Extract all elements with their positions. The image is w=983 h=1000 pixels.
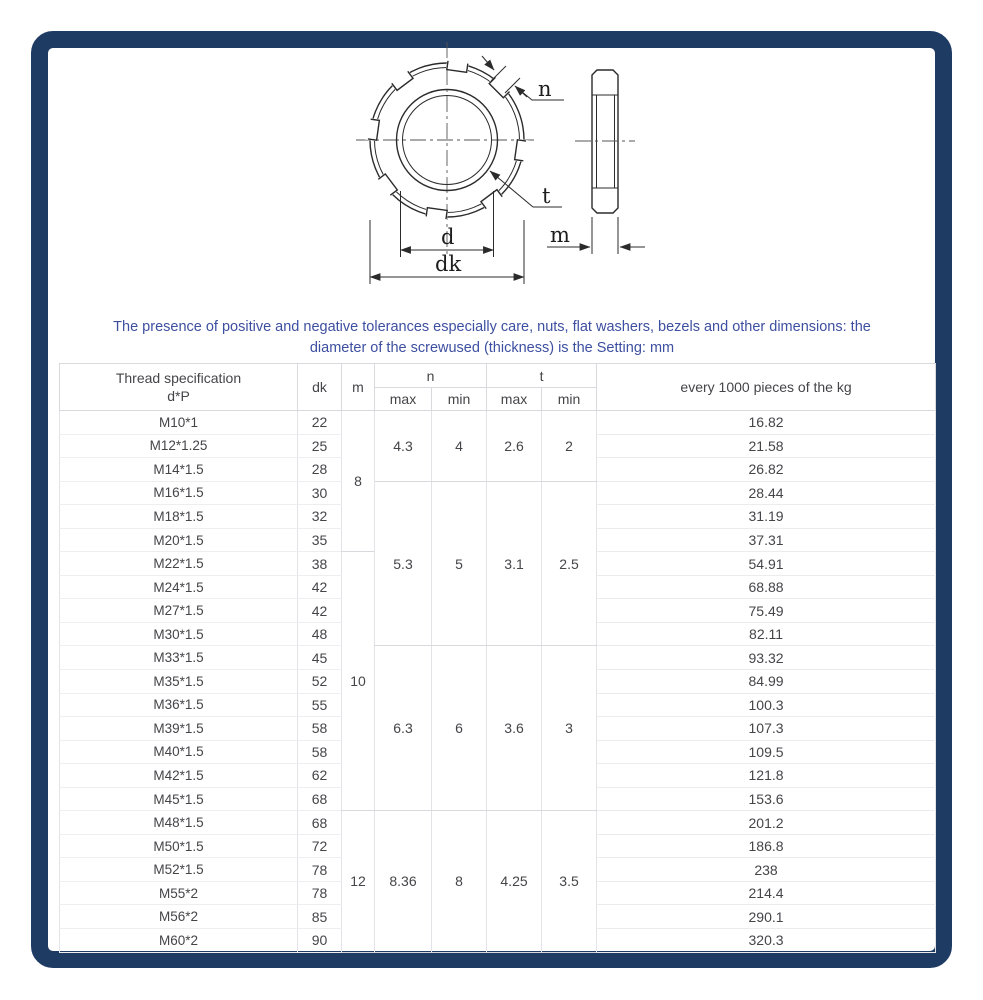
- t-max-cell: 4.25: [487, 811, 542, 952]
- kg-cell: 28.44: [597, 481, 936, 505]
- dk-cell: 28: [298, 458, 342, 482]
- label-n: n: [538, 77, 552, 101]
- description-note: [62, 317, 922, 359]
- t-min-cell: 3.5: [542, 811, 597, 952]
- spec-table-body: [60, 411, 936, 953]
- kg-cell: 84.99: [597, 670, 936, 694]
- spec-cell: M52*1.5: [60, 858, 298, 882]
- col-header-dk: dk: [298, 364, 342, 411]
- spec-cell: M35*1.5: [60, 670, 298, 694]
- spec-cell: M33*1.5: [60, 646, 298, 670]
- table-row: [60, 411, 936, 435]
- dk-cell: 25: [298, 434, 342, 458]
- dk-cell: 35: [298, 528, 342, 552]
- spec-cell: M56*2: [60, 905, 298, 929]
- spec-cell: M60*2: [60, 929, 298, 953]
- n-max-cell: 6.3: [375, 646, 432, 811]
- kg-cell: 201.2: [597, 811, 936, 835]
- m-cell: 10: [342, 552, 375, 811]
- t-max-cell: 3.6: [487, 646, 542, 811]
- spec-cell: M36*1.5: [60, 693, 298, 717]
- kg-cell: 37.31: [597, 528, 936, 552]
- note-line-2: diameter of the screwused (thickness) is the Setting: mm: [309, 340, 675, 356]
- table-row: [60, 646, 936, 670]
- col-header-n: n: [375, 364, 487, 388]
- spec-cell: M10*1: [60, 411, 298, 435]
- dk-cell: 68: [298, 811, 342, 835]
- spec-cell: M40*1.5: [60, 740, 298, 764]
- dk-cell: 30: [298, 481, 342, 505]
- kg-cell: 16.82: [597, 411, 936, 435]
- col-header-t-max: max: [487, 388, 542, 411]
- spec-table: [59, 363, 936, 953]
- dk-cell: 52: [298, 670, 342, 694]
- spec-cell: M30*1.5: [60, 622, 298, 646]
- note-line-1: The presence of positive and negative tolerances especially care, nuts, flat washers, bezels and other dimensions: the: [113, 319, 871, 335]
- n-min-cell: 8: [432, 811, 487, 952]
- n-max-cell: 5.3: [375, 481, 432, 646]
- label-m: m: [550, 223, 570, 247]
- kg-cell: 186.8: [597, 834, 936, 858]
- dk-cell: 38: [298, 552, 342, 576]
- col-header-m: m: [342, 364, 375, 411]
- spec-cell: M50*1.5: [60, 834, 298, 858]
- kg-cell: 107.3: [597, 717, 936, 741]
- col-header-t: t: [487, 364, 597, 388]
- spec-cell: M39*1.5: [60, 717, 298, 741]
- kg-cell: 320.3: [597, 929, 936, 953]
- kg-cell: 75.49: [597, 599, 936, 623]
- n-min-cell: 4: [432, 411, 487, 482]
- dk-cell: 45: [298, 646, 342, 670]
- label-t: t: [542, 184, 551, 208]
- spec-cell: M24*1.5: [60, 575, 298, 599]
- spec-cell: M45*1.5: [60, 787, 298, 811]
- kg-cell: 54.91: [597, 552, 936, 576]
- n-min-cell: 5: [432, 481, 487, 646]
- thread-spec-label: Thread specification: [115, 370, 242, 386]
- dk-cell: 58: [298, 740, 342, 764]
- t-min-cell: 3: [542, 646, 597, 811]
- kg-cell: 214.4: [597, 881, 936, 905]
- label-d: d: [441, 225, 455, 249]
- dk-cell: 32: [298, 505, 342, 529]
- t-max-cell: 2.6: [487, 411, 542, 482]
- table-row: [60, 811, 936, 835]
- t-min-cell: 2: [542, 411, 597, 482]
- dk-cell: 90: [298, 929, 342, 953]
- dk-cell: 48: [298, 622, 342, 646]
- spec-table-header: [60, 364, 936, 411]
- spec-cell: M55*2: [60, 881, 298, 905]
- col-header-n-max: max: [375, 388, 432, 411]
- spec-cell: M48*1.5: [60, 811, 298, 835]
- kg-cell: 21.58: [597, 434, 936, 458]
- col-header-n-min: min: [432, 388, 487, 411]
- dk-cell: 85: [298, 905, 342, 929]
- spec-cell: M12*1.25: [60, 434, 298, 458]
- col-header-thread-spec: [60, 364, 298, 411]
- t-min-cell: 2.5: [542, 481, 597, 646]
- dk-cell: 78: [298, 858, 342, 882]
- table-row: [60, 481, 936, 505]
- spec-cell: M22*1.5: [60, 552, 298, 576]
- kg-cell: 26.82: [597, 458, 936, 482]
- dk-cell: 42: [298, 575, 342, 599]
- kg-cell: 82.11: [597, 622, 936, 646]
- kg-cell: 153.6: [597, 787, 936, 811]
- col-header-t-min: min: [542, 388, 597, 411]
- kg-cell: 93.32: [597, 646, 936, 670]
- t-max-cell: 3.1: [487, 481, 542, 646]
- kg-cell: 290.1: [597, 905, 936, 929]
- thread-spec-sublabel: d*P: [167, 388, 190, 404]
- kg-cell: 31.19: [597, 505, 936, 529]
- spec-cell: M16*1.5: [60, 481, 298, 505]
- spec-cell: M42*1.5: [60, 764, 298, 788]
- dk-cell: 68: [298, 787, 342, 811]
- dk-cell: 22: [298, 411, 342, 435]
- spec-cell: M20*1.5: [60, 528, 298, 552]
- kg-cell: 121.8: [597, 764, 936, 788]
- spec-cell: M27*1.5: [60, 599, 298, 623]
- n-max-cell: 4.3: [375, 411, 432, 482]
- m-cell: 8: [342, 411, 375, 552]
- dk-cell: 58: [298, 717, 342, 741]
- kg-cell: 68.88: [597, 575, 936, 599]
- kg-cell: 100.3: [597, 693, 936, 717]
- label-dk: dk: [435, 252, 462, 276]
- spec-cell: M18*1.5: [60, 505, 298, 529]
- col-header-kg: every 1000 pieces of the kg: [597, 364, 936, 411]
- m-cell: 12: [342, 811, 375, 952]
- spec-cell: M14*1.5: [60, 458, 298, 482]
- dk-cell: 62: [298, 764, 342, 788]
- dk-cell: 78: [298, 881, 342, 905]
- dk-cell: 55: [298, 693, 342, 717]
- dk-cell: 72: [298, 834, 342, 858]
- dk-cell: 42: [298, 599, 342, 623]
- kg-cell: 238: [597, 858, 936, 882]
- kg-cell: 109.5: [597, 740, 936, 764]
- n-max-cell: 8.36: [375, 811, 432, 952]
- n-min-cell: 6: [432, 646, 487, 811]
